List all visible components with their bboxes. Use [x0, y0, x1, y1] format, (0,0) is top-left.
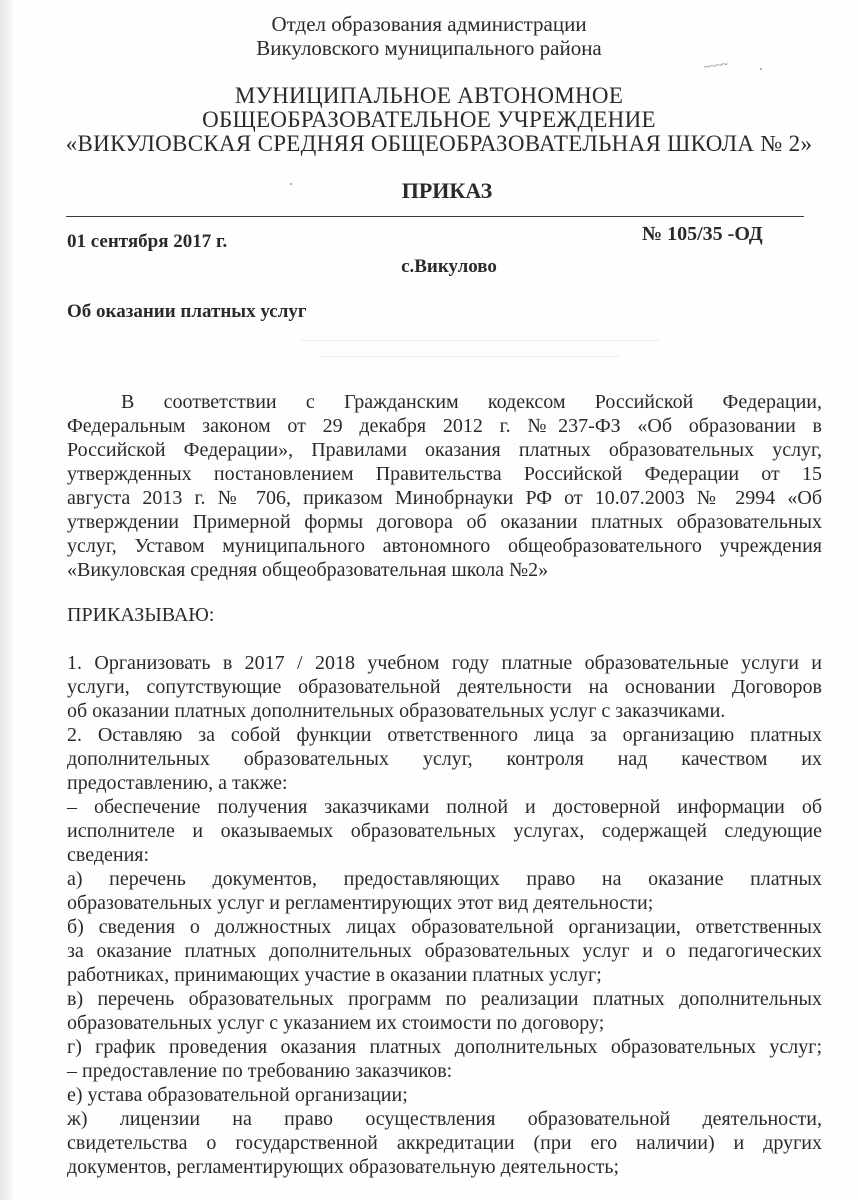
body-line: работниках, принимающих участие в оказании платных услуг; — [67, 964, 602, 986]
body-line: исполнителе и оказываемых образовательных услугах, содержащей следующие — [67, 820, 822, 842]
body-line: образовательных услуг и регламентирующих этот вид деятельности; — [67, 892, 654, 914]
body-line: услуги, сопутствующие образовательной деятельности на основании Договоров — [67, 676, 822, 698]
body-line: 2. Оставляю за собой функции ответственного лица за организацию платных — [67, 724, 822, 746]
scan-artifact — [300, 340, 660, 341]
body-line: б) сведения о должностных лицах образовательной организации, ответственных — [67, 916, 822, 938]
body-line: образовательных услуг с указанием их стоимости по договору; — [67, 1012, 605, 1034]
doc-type-title: ПРИКАЗ — [401, 178, 493, 203]
preamble-line: Российской Федерации», Правилами оказания платных образовательных услуг, — [67, 439, 822, 461]
body-line: предоставлению, а также: — [67, 772, 288, 794]
preamble-line: Федеральным законом от 29 декабря 2012 г. №237-ФЗ «Об образовании в — [67, 415, 822, 437]
order-heading: ПРИКАЗЫВАЮ: — [67, 604, 215, 626]
preamble-line: «Викуловская средняя общеобразовательная школа №2» — [67, 559, 549, 581]
body-line: – обеспечение получения заказчиками полной и достоверной информации об — [67, 796, 822, 818]
org-line-2: ОБЩЕОБРАЗОВАТЕЛЬНОЕ УЧРЕЖДЕНИЕ — [202, 107, 656, 132]
body-line: е) устава образовательной организации; — [67, 1084, 408, 1106]
org-line-3: «ВИКУЛОВСКАЯ СРЕДНЯЯ ОБЩЕОБРАЗОВАТЕЛЬНАЯ ШКОЛА № 2» — [65, 131, 813, 156]
body-line: а) перечень документов, предоставляющих право на оказание платных — [67, 868, 822, 890]
order-number: № 105/35 -ОД — [642, 223, 763, 245]
order-place: с.Викулово — [401, 256, 497, 277]
body-line: дополнительных образовательных услуг, контроля над качеством их — [67, 748, 822, 770]
preamble-line: утверждении Примерной формы договора об оказании платных образовательных — [67, 511, 822, 533]
body-line: – предоставление по требованию заказчиков: — [67, 1060, 453, 1082]
org-line-1: МУНИЦИПАЛЬНОЕ АВТОНОМНОЕ — [234, 83, 624, 108]
preamble-line: услуг, Уставом муниципального автономного общеобразовательного учреждения — [67, 535, 822, 557]
body-line: г) график проведения оказания платных дополнительных образовательных услуг; — [67, 1036, 822, 1058]
header-rule — [66, 216, 804, 217]
handwritten-mark: ~~~~ — [703, 58, 729, 74]
preamble-line: утвержденных постановлением Правительства Российской Федерации от 15 — [67, 463, 822, 485]
body-line: документов, регламентирующих образовательную деятельность; — [67, 1156, 620, 1178]
scan-artifact — [320, 356, 620, 357]
body-line: свидетельства о государственной аккредитации (при его наличии) и других — [67, 1132, 822, 1154]
preamble-line: В соответствии с Гражданским кодексом Российской Федерации, — [121, 391, 822, 413]
body-line: об оказании платных дополнительных образовательных услуг с заказчиками. — [67, 700, 726, 722]
body-line: ж) лицензии на право осуществления образовательной деятельности, — [67, 1108, 822, 1130]
scan-speck — [760, 68, 762, 70]
order-subject: Об оказании платных услуг — [67, 301, 307, 322]
body-line: в) перечень образовательных программ по реализации платных дополнительных — [67, 988, 822, 1010]
body-line: сведения: — [67, 844, 150, 866]
preamble-line: августа 2013 г. № 706, приказом Минобрнауки РФ от 10.07.2003 № 2994 «Об — [67, 487, 822, 509]
body-line: 1. Организовать в 2017 / 2018 учебном году платные образовательные услуги и — [67, 652, 822, 674]
body-line: за оказание платных дополнительных образовательных услуг и о педагогических — [67, 940, 822, 962]
dept-line-2: Викуловского муниципального района — [256, 36, 602, 60]
order-date: 01 сентября 2017 г. — [67, 231, 228, 252]
dept-line-1: Отдел образования администрации — [271, 12, 587, 36]
